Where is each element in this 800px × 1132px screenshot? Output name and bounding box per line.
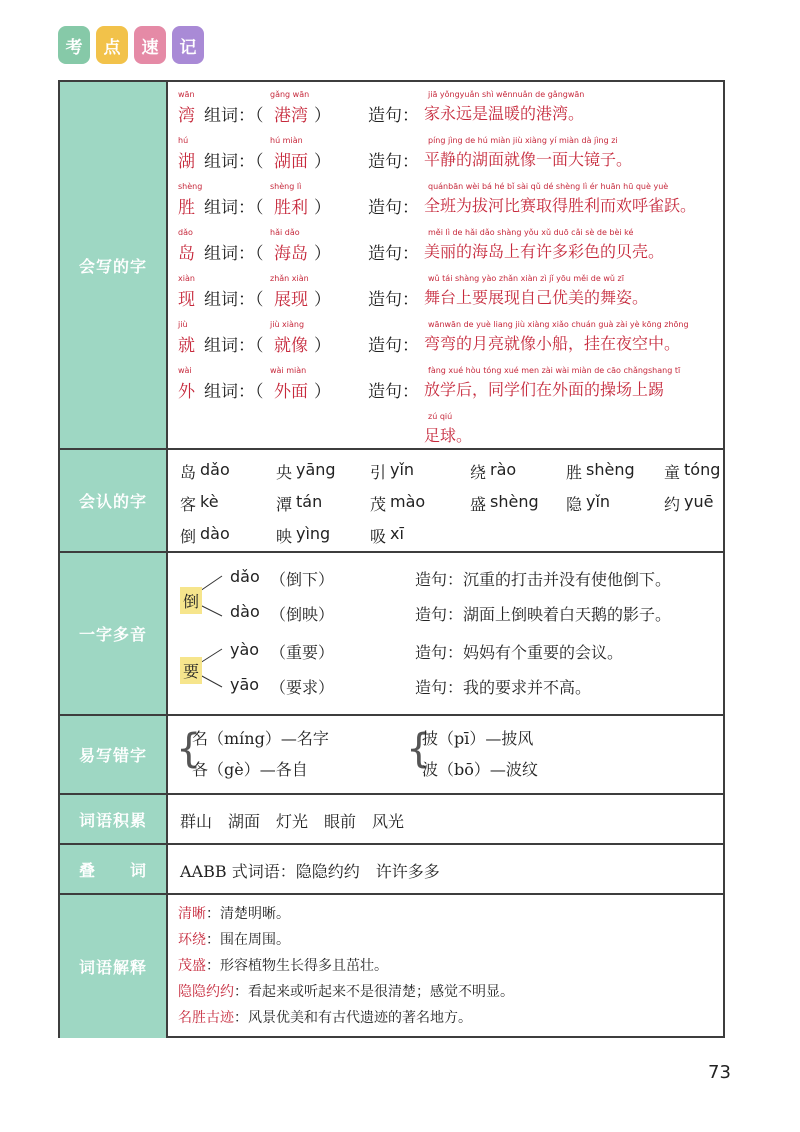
sentence-text: 平静的湖面就像一面大镜子。: [424, 150, 633, 169]
explain-term: 隐隐约约: [178, 984, 234, 1000]
label-explain: 词语解释: [60, 895, 168, 1038]
recognize-char: 吸: [370, 527, 387, 546]
sentence-pinyin: wānwān de yuè liang jiù xiàng xiǎo chuán guà zài yè kōng zhōng: [428, 320, 689, 329]
word-prefix: 组词：（: [204, 382, 264, 402]
reading-word: （倒下）: [270, 570, 335, 589]
recognize-pinyin: kè: [200, 492, 219, 511]
reading-py: yào: [230, 640, 260, 659]
words-text: 群山 湖面 灯光 眼前 风光: [180, 812, 405, 831]
recognize-char: 绕: [470, 463, 487, 482]
word-pinyin: zhǎn xiàn: [270, 274, 309, 283]
reading-sentence: 造句：我的要求并不高。: [415, 678, 592, 697]
word-text: 外面: [274, 382, 308, 402]
label-words: 词语积累: [60, 795, 168, 843]
words-content: [170, 795, 723, 843]
recognize-pinyin: dǎo: [200, 460, 230, 479]
word-prefix: 组词：（: [204, 198, 264, 218]
label-polyphone: 一字多音: [60, 553, 168, 714]
explain-content: [170, 895, 723, 1038]
recognize-char: 胜: [566, 463, 583, 482]
sentence-pinyin: wǔ tái shàng yào zhǎn xiàn zì jǐ yōu měi de wǔ zī: [428, 274, 624, 283]
recognize-char: 潭: [276, 495, 293, 514]
write-char: 现: [178, 290, 195, 310]
section-header: [58, 26, 204, 64]
explain-item: [178, 1007, 472, 1027]
row-polyphone: [60, 553, 723, 716]
word-text: 港湾: [274, 106, 308, 126]
polyphone-content: [170, 553, 723, 714]
write-char: 岛: [178, 244, 195, 264]
recognize-char: 引: [370, 463, 387, 482]
label-recognize: 会认的字: [60, 450, 168, 551]
label-write: 会写的字: [60, 82, 168, 448]
polyphone-char-dao: 倒: [180, 587, 202, 614]
recognize-char: 盛: [470, 495, 487, 514]
recognize-char: 茂: [370, 495, 387, 514]
row-confusing: [60, 716, 723, 795]
char-pinyin: wān: [178, 90, 195, 99]
explain-def: ：看起来或听起来不是很清楚；感觉不明显。: [234, 984, 514, 1000]
sentence-text: 家永远是温暖的港湾。: [424, 104, 585, 123]
confusing-item: 名（míng）—名字: [192, 729, 329, 748]
write-char: 湖: [178, 152, 195, 172]
reading-sentence: 造句：沉重的打击并没有使他倒下。: [415, 570, 672, 589]
row-reduplication: [60, 845, 723, 895]
word-suffix: ）: [314, 290, 331, 310]
word-pinyin: gǎng wān: [270, 90, 310, 99]
reading-py: yāo: [230, 675, 260, 694]
reading-py: dǎo: [230, 567, 260, 586]
word-prefix: 组词：（: [204, 290, 264, 310]
word-suffix: ）: [314, 336, 331, 356]
sentence-prefix: 造句：: [368, 198, 419, 218]
explain-def: ：风景优美和有古代遗迹的著名地方。: [234, 1010, 472, 1026]
char-pinyin: dǎo: [178, 228, 193, 237]
reading-sentence: 造句：妈妈有个重要的会议。: [415, 643, 624, 662]
label-reduplication: 叠 词: [60, 845, 168, 893]
reduplication-content: [170, 845, 723, 893]
header-char-1: 考: [58, 26, 90, 64]
polyphone-char-yao: 要: [180, 657, 202, 684]
word-pinyin: jiù xiàng: [270, 320, 305, 329]
word-pinyin: wài miàn: [270, 366, 307, 375]
recognize-pinyin: xī: [390, 524, 404, 543]
word-pinyin: shèng lì: [270, 182, 302, 191]
confusing-item: 各（gè）—各自: [192, 760, 308, 779]
explain-term: 名胜古迹: [178, 1010, 234, 1026]
word-suffix: ）: [314, 152, 331, 172]
sentence-prefix: 造句：: [368, 290, 419, 310]
word-prefix: 组词：（: [204, 106, 264, 126]
write-char: 胜: [178, 198, 195, 218]
explain-term: 环绕: [178, 932, 206, 948]
recognize-pinyin: tán: [296, 492, 323, 511]
brace-left: {: [176, 726, 202, 772]
knowledge-table: [58, 80, 725, 1038]
write-char: 就: [178, 336, 195, 356]
sentence-text: 弯弯的月亮就像小船，挂在夜空中。: [424, 334, 681, 353]
label-confusing: 易写错字: [60, 716, 168, 793]
char-pinyin: xiàn: [178, 274, 195, 283]
sentence-prefix: 造句：: [368, 244, 419, 264]
sentence-prefix: 造句：: [368, 382, 419, 402]
explain-item: [178, 955, 388, 975]
row-write: [60, 82, 723, 450]
recognize-pinyin: mào: [390, 492, 426, 511]
explain-term: 茂盛: [178, 958, 206, 974]
confusing-item: 波（bō）—波纹: [422, 760, 538, 779]
header-char-3: 速: [134, 26, 166, 64]
explain-term: 清晰: [178, 906, 206, 922]
recognize-pinyin: rào: [490, 460, 517, 479]
recognize-pinyin: yǐn: [586, 492, 611, 511]
recognize-pinyin: yǐn: [390, 460, 415, 479]
char-pinyin: shèng: [178, 182, 203, 191]
reading-word: （要求）: [270, 678, 335, 697]
word-text: 就像: [274, 336, 308, 356]
header-char-2: 点: [96, 26, 128, 64]
recognize-char: 岛: [180, 463, 197, 482]
recognize-char: 童: [664, 463, 681, 482]
recognize-pinyin: dào: [200, 524, 230, 543]
recognize-char: 隐: [566, 495, 583, 514]
word-prefix: 组词：（: [204, 336, 264, 356]
write-char: 外: [178, 382, 195, 402]
explain-item: [178, 903, 290, 923]
confusing-content: [170, 716, 723, 793]
recognize-char: 央: [276, 463, 293, 482]
reading-py: dào: [230, 602, 260, 621]
polyphone-branch-lines: [170, 553, 230, 716]
reduplication-text: AABB 式词语：隐隐约约 许许多多: [180, 862, 440, 881]
recognize-char: 约: [664, 495, 681, 514]
sentence-pinyin: měi lì de hǎi dǎo shàng yǒu xǔ duō cǎi sè de bèi ké: [428, 228, 634, 237]
sentence-text: 美丽的海岛上有许多彩色的贝壳。: [424, 242, 665, 261]
row-words: [60, 795, 723, 845]
char-pinyin: jiù: [178, 320, 188, 329]
recognize-char: 客: [180, 495, 197, 514]
recognize-char: 映: [276, 527, 293, 546]
recognize-pinyin: yìng: [296, 524, 331, 543]
sentence-pinyin: jiā yǒngyuǎn shì wēnnuǎn de gǎngwān: [428, 90, 585, 99]
reading-sentence: 造句：湖面上倒映着白天鹅的影子。: [415, 605, 672, 624]
reading-word: （倒映）: [270, 605, 335, 624]
recognize-pinyin: yuē: [684, 492, 714, 511]
char-pinyin: wài: [178, 366, 192, 375]
word-prefix: 组词：（: [204, 152, 264, 172]
explain-def: ：围在周围。: [206, 932, 290, 948]
reading-word: （重要）: [270, 643, 335, 662]
explain-def: ：清楚明晰。: [206, 906, 290, 922]
recognize-pinyin: shèng: [586, 460, 635, 479]
word-text: 展现: [274, 290, 308, 310]
page-number: 73: [708, 1062, 731, 1083]
word-suffix: ）: [314, 382, 331, 402]
sentence-pinyin: quánbān wèi bá hé bǐ sài qǔ dé shèng lì ér huān hū què yuè: [428, 182, 669, 191]
sentence-text: 足球。: [424, 426, 473, 445]
word-text: 海岛: [274, 244, 308, 264]
write-char: 湾: [178, 106, 195, 126]
sentence-pinyin: píng jìng de hú miàn jiù xiàng yí miàn dà jìng zi: [428, 136, 618, 145]
row-recognize: [60, 450, 723, 553]
write-content: [170, 82, 723, 448]
char-pinyin: hú: [178, 136, 189, 145]
word-suffix: ）: [314, 198, 331, 218]
sentence-prefix: 造句：: [368, 106, 419, 126]
sentence-prefix: 造句：: [368, 336, 419, 356]
sentence-text: 放学后，同学们在外面的操场上踢: [424, 380, 665, 399]
recognize-content: [170, 450, 723, 551]
sentence-text: 全班为拔河比赛取得胜利而欢呼雀跃。: [424, 196, 697, 215]
word-prefix: 组词：（: [204, 244, 264, 264]
word-pinyin: hǎi dǎo: [270, 228, 300, 237]
explain-def: ：形容植物生长得多且茁壮。: [206, 958, 388, 974]
sentence-prefix: 造句：: [368, 152, 419, 172]
explain-item: [178, 929, 290, 949]
recognize-char: 倒: [180, 527, 197, 546]
word-pinyin: hú miàn: [270, 136, 303, 145]
row-explain: [60, 895, 723, 1038]
sentence-pinyin: fàng xué hòu tóng xué men zài wài miàn de cāo chǎngshang tī: [428, 366, 681, 375]
word-text: 湖面: [274, 152, 308, 172]
header-char-4: 记: [172, 26, 204, 64]
word-suffix: ）: [314, 106, 331, 126]
recognize-pinyin: shèng: [490, 492, 539, 511]
brace-right-group: {: [406, 726, 432, 772]
word-suffix: ）: [314, 244, 331, 264]
sentence-pinyin: zú qiú: [428, 412, 453, 421]
sentence-text: 舞台上要展现自己优美的舞姿。: [424, 288, 649, 307]
confusing-item: 披（pī）—披风: [422, 729, 534, 748]
recognize-pinyin: tóng: [684, 460, 721, 479]
recognize-pinyin: yāng: [296, 460, 336, 479]
word-text: 胜利: [274, 198, 308, 218]
explain-item: [178, 981, 514, 1001]
